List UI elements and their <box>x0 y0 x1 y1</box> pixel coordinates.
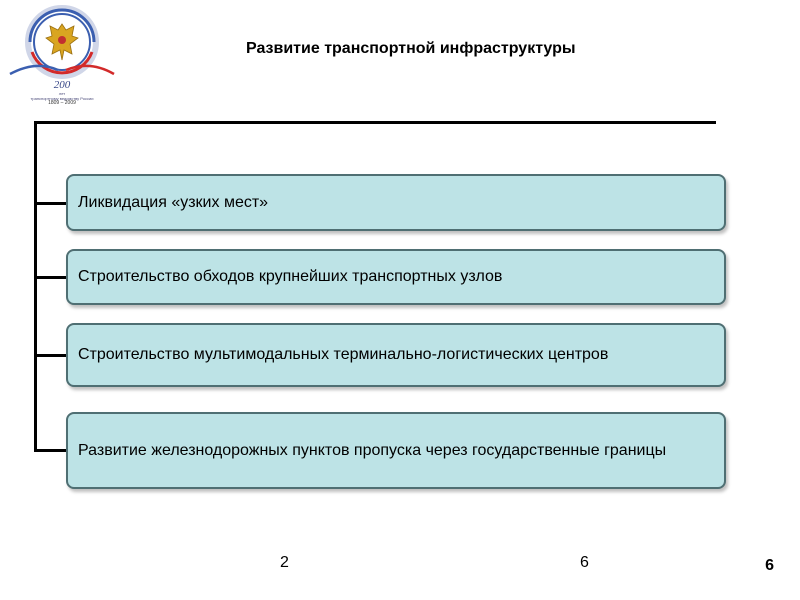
item-box <box>66 249 726 305</box>
item-box <box>66 323 726 387</box>
branch-connector <box>34 276 68 279</box>
footer-number-left: 2 <box>280 554 289 571</box>
branch-connector <box>34 202 68 205</box>
branch-connector <box>34 354 68 357</box>
item-box <box>66 412 726 489</box>
logo-text: транспортному ведомству России <box>30 96 94 101</box>
logo-caption <box>6 80 118 106</box>
top-rule <box>34 121 716 124</box>
tree-trunk-line <box>34 121 37 451</box>
logo-years: 1809 – 2009 <box>48 100 76 106</box>
footer-number-right: 6 <box>580 554 589 571</box>
logo-unit: лет <box>58 91 66 96</box>
logo-number: 200 <box>53 79 71 91</box>
page-title: Развитие транспортной инфраструктуры <box>246 40 576 57</box>
item-text: Ликвидация «узких мест» <box>78 193 269 211</box>
anniversary-logo <box>6 4 118 108</box>
item-text: Строительство мультимодальных терминально-логистических центров <box>78 346 609 363</box>
emblem-icon <box>6 4 118 84</box>
item-text: Развитие железнодорожных пунктов пропуска через государственные границы <box>78 441 667 459</box>
item-box <box>66 174 726 231</box>
slide-number: 6 <box>765 557 774 574</box>
item-text: Строительство обходов крупнейших транспортных узлов <box>78 268 503 285</box>
branch-connector <box>34 449 68 452</box>
